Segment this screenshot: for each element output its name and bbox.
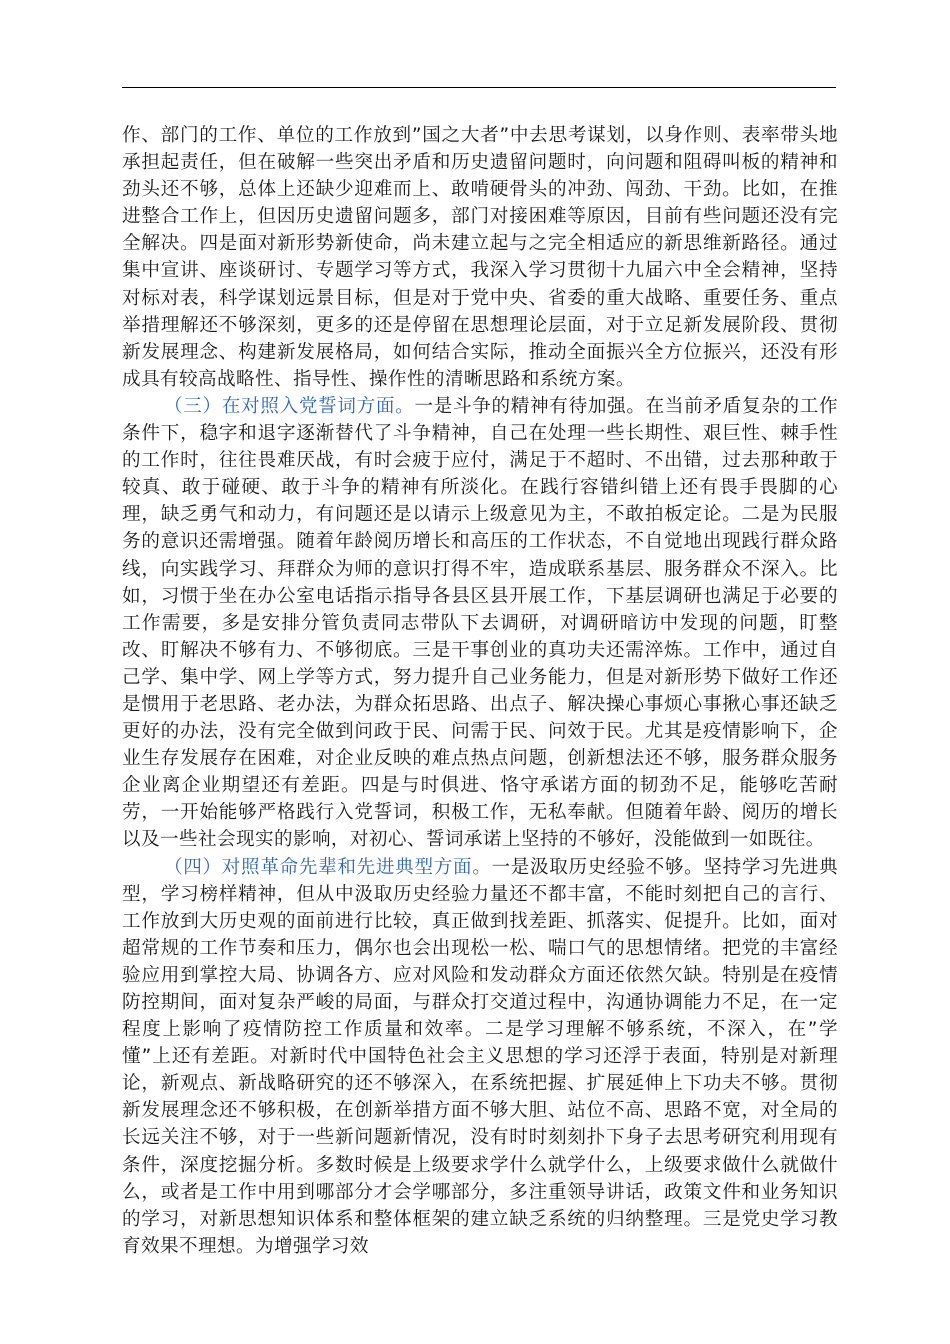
document-body <box>122 122 838 1260</box>
section-4-heading: （四）对照革命先辈和先进典型方面。 <box>164 856 492 878</box>
section-3-paragraph <box>122 393 838 854</box>
section-4-body: 一是汲取历史经验不够。坚持学习先进典型，学习榜样精神，但从中汲取历史经验力量还不都丰富，不能时刻把自己的言行、工作放到大历史观的面前进行比较，真正做到找差距、抓落实、促提升。比如，面对超常规的工作节奏和压力，偶尔也会出现松一松、喘口气的思想情绪。把党的丰富经验应用到掌控大局、协调各方、应对风险和发动群众方面还依然欠缺。特别是在疫情防控期间，面对复杂严峻的局面，与群众打交道过程中，沟通协调能力不足，在一定程度上影响了疫情防控工作质量和效率。二是学习理解不够系统，不深入，在”学懂”上还有差距。对新时代中国特色社会主义思想的学习还浮于表面，特别是对新理论，新观点、新战略研究的还不够深入，在系统把握、扩展延伸上下功夫不够。贯彻新发展理念还不够积极，在创新举措方面不够大胆、站位不高、思路不宽，对全局的长远关注不够，对于一些新问题新情况，没有时时刻刻扑下身子去思考研究利用现有条件，深度挖掘分析。多数时候是上级要求学什么就学什么，上级要求做什么就做什么，或者是工作中用到哪部分才会学哪部分，多注重领导讲话，政策文件和业务知识的学习，对新思想知识体系和整体框架的建立缺乏系统的归纳整理。三是党史学习教育效果不理想。为增强学习效 <box>122 856 838 1257</box>
section-3-body: 一是斗争的精神有待加强。在当前矛盾复杂的工作条件下，稳字和退字逐渐替代了斗争精神，自己在处理一些长期性、艰巨性、棘手性的工作时，往往畏难厌战，有时会疲于应付，满足于不超时、不出错，过去那种敢于较真、敢于碰硬、敢于斗争的精神有所淡化。在践行容错纠错上还有畏手畏脚的心理，缺乏勇气和动力，有问题还是以请示上级意见为主，不敢拍板定论。二是为民服务的意识还需增强。随着年龄阅历增长和高压的工作状态，不自觉地出现践行群众路线，向实践学习、拜群众为师的意识打得不牢，造成联系基层、服务群众不深入。比如，习惯于坐在办公室电话指示指导各县区县开展工作，下基层调研也满足于必要的工作需要，多是安排分管负责同志带队下去调研，对调研暗访中发现的问题，盯整改、盯解决不够有力、不够彻底。三是干事创业的真功夫还需淬炼。工作中，通过自己学、集中学、网上学等方式，努力提升自己业务能力，但是对新形势下做好工作还是惯用于老思路、老办法，为群众拓思路、出点子、解决操心事烦心事揪心事还缺乏更好的办法，没有完全做到问政于民、问需于民、问效于民。尤其是疫情影响下，企业生存发展存在困难，对企业反映的难点热点问题，创新想法还不够，服务群众服务企业离企业期望还有差距。四是与时俱进、恪守承诺方面的韧劲不足，能够吃苦耐劳，一开始能够严格践行入党誓词，积极工作，无私奉献。但随着年龄、阅历的增长以及一些社会现实的影响，对初心、誓词承诺上坚持的不够好，没能做到一如既往。 <box>122 395 839 851</box>
header-rule <box>122 87 836 88</box>
section-4-paragraph <box>122 854 838 1260</box>
section-3-heading: （三）在对照入党誓词方面。 <box>164 395 415 417</box>
paragraph-continuation: 作、部门的工作、单位的工作放到”国之大者”中去思考谋划，以身作则、表率带头地承担起责任，但在破解一些突出矛盾和历史遗留问题时，向问题和阻碍叫板的精神和劲头还不够，总体上还缺少迎难而上、敢啃硬骨头的冲劲、闯劲、干劲。比如，在推进整合工作上，但因历史遗留问题多，部门对接困难等原因，目前有些问题还没有完全解决。四是面对新形势新使命，尚未建立起与之完全相适应的新思维新路径。通过集中宣讲、座谈研讨、专题学习等方式，我深入学习贯彻十九届六中全会精神，坚持对标对表，科学谋划远景目标，但是对于党中央、省委的重大战略、重要任务、重点举措理解还不够深刻，更多的还是停留在思想理论层面，对于立足新发展阶段、贯彻新发展理念、构建新发展格局，如何结合实际，推动全面振兴全方位振兴，还没有形成具有较高战略性、指导性、操作性的清晰思路和系统方案。 <box>122 125 838 390</box>
